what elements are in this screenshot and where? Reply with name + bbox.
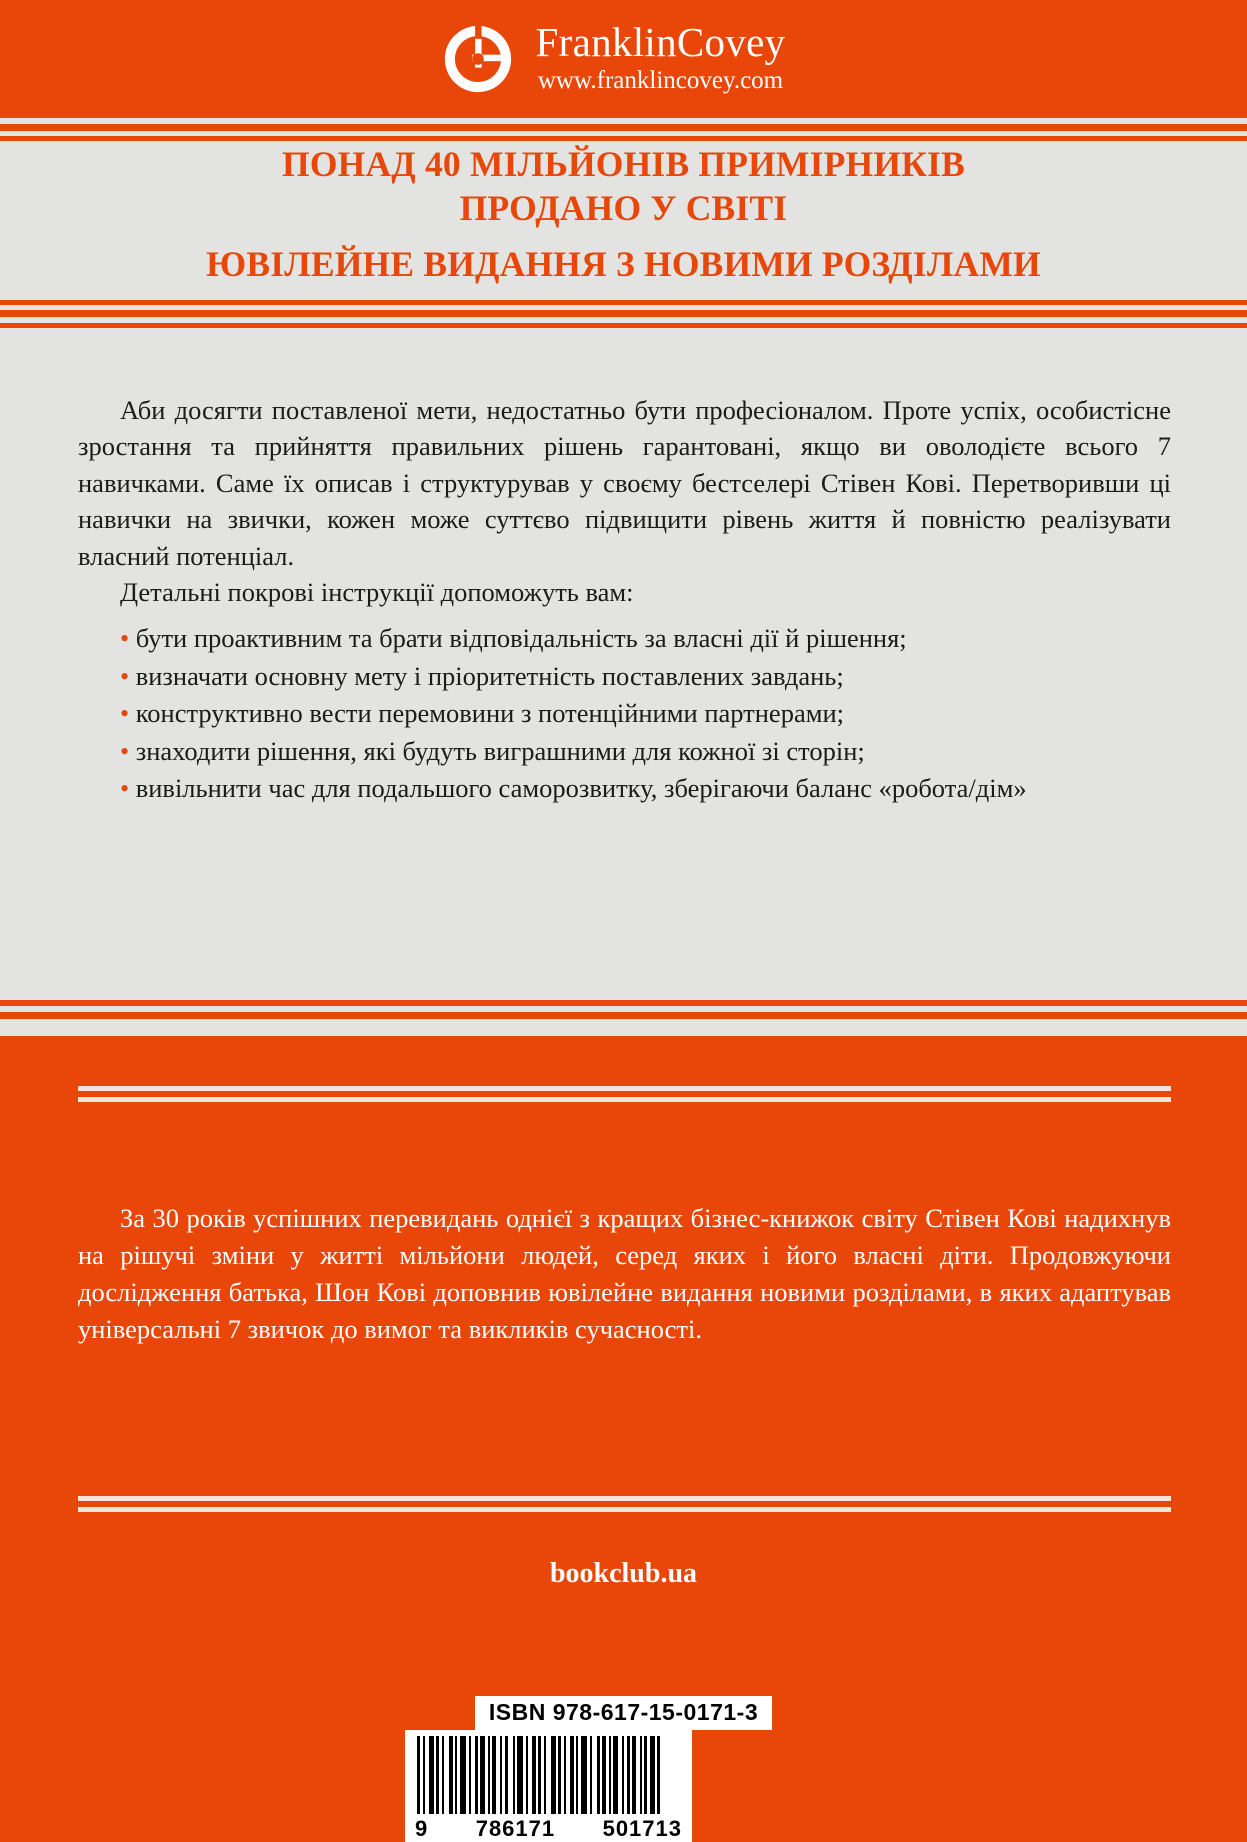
- bullet-dot-icon: •: [120, 774, 130, 804]
- stripe-group-inverse-top: [78, 1086, 1171, 1102]
- barcode-left-digit: 9: [415, 1816, 429, 1841]
- headline-line-3: ЮВІЛЕЙНЕ ВИДАННЯ З НОВИМИ РОЗДІЛАМИ: [206, 244, 1041, 284]
- description-paragraph-1: Аби досягти поставленої мети, недостатньо бути професіоналом. Проте успіх, особистісне зростання та прийняття правильних рішень гарантовані, якщо ви оволодієте всього 7 навичками. Саме їх описав і структурував у своєму бестселері Стівен Кові. Перетворивши ці навички на звички, кожен може суттєво підвищити рівень життя й повністю реалізувати власний потенціал.: [78, 395, 1171, 571]
- publisher-website: www.franklincovey.com: [537, 66, 784, 94]
- isbn-text: ISBN 978-617-15-0171-3: [475, 1696, 772, 1730]
- list-item: [78, 733, 1171, 770]
- barcode: [405, 1730, 692, 1842]
- list-item: [78, 620, 1171, 657]
- publisher-band: [0, 0, 1247, 118]
- author-note-paragraph: За 30 років успішних перевидань однієї з кращих бізнес-книжок світу Стівен Кові надихнув на рішучі зміни у житті мільйони людей, серед яких і його власні діти. Продовжуючи дослідження батька, Шон Кові доповнив ювілейне видання новими розділами, в яких адаптував універсальні 7 звичок до вимог та викликів сучасності.: [78, 1203, 1171, 1344]
- bullet-dot-icon: •: [120, 624, 130, 654]
- author-note-text: [78, 1200, 1171, 1348]
- barcode-bars: [405, 1736, 692, 1814]
- stripe: [78, 1097, 1171, 1102]
- list-item: [78, 658, 1171, 695]
- stripe-gap: [0, 1019, 1247, 1036]
- headline: [0, 142, 1247, 286]
- barcode-digits: [405, 1814, 692, 1842]
- publisher-name: FranklinCovey: [535, 18, 786, 65]
- stripe-group-mid: [0, 300, 1247, 328]
- description-block: [78, 392, 1171, 807]
- stripe-group-top: [0, 118, 1247, 141]
- description-paragraph-2: Детальні покрові інструкції допоможуть вам:: [120, 577, 634, 608]
- franklincovey-compass-icon: [442, 23, 514, 95]
- bullet-dot-icon: •: [120, 699, 130, 729]
- barcode-group-1: 786171: [475, 1816, 556, 1841]
- barcode-group-2: 501713: [602, 1816, 682, 1841]
- bullet-dot-icon: •: [120, 661, 130, 691]
- list-item-label: знаходити рішення, які будуть виграшними для кожної зі сторін;: [135, 735, 865, 766]
- bullet-dot-icon: •: [120, 736, 130, 766]
- list-item-label: бути проактивним та брати відповідальність за власні дії й рішення;: [135, 623, 907, 654]
- stripe: [78, 1507, 1171, 1512]
- publisher-wordmark: [535, 18, 786, 98]
- list-item-label: конструктивно вести перемовини з потенційними партнерами;: [135, 698, 845, 729]
- stripe-group-inverse-bottom: [78, 1496, 1171, 1512]
- list-item: [78, 695, 1171, 732]
- benefits-list: [78, 620, 1171, 807]
- stripe: [0, 136, 1247, 141]
- headline-line-1: ПОНАД 40 МІЛЬЙОНІВ ПРИМІРНИКІВ: [282, 144, 965, 184]
- list-item-label: визначати основну мету і пріоритетність поставлених завдань;: [135, 660, 844, 691]
- bookclub-site-link[interactable]: bookclub.ua: [549, 1558, 698, 1589]
- stripe: [0, 323, 1247, 328]
- stripe: [0, 1012, 1247, 1019]
- publisher-logo: [442, 18, 786, 98]
- stripe: [0, 310, 1247, 317]
- isbn-row: [0, 1696, 1247, 1730]
- list-item: [78, 770, 1171, 807]
- stripe-group-lower: [0, 1000, 1247, 1036]
- list-item-label: вивільнити час для подальшого саморозвитку, зберігаючи баланс «робота/дім»: [135, 773, 1027, 804]
- stripe: [0, 124, 1247, 131]
- headline-line-2: ПРОДАНО У СВІТІ: [459, 188, 788, 228]
